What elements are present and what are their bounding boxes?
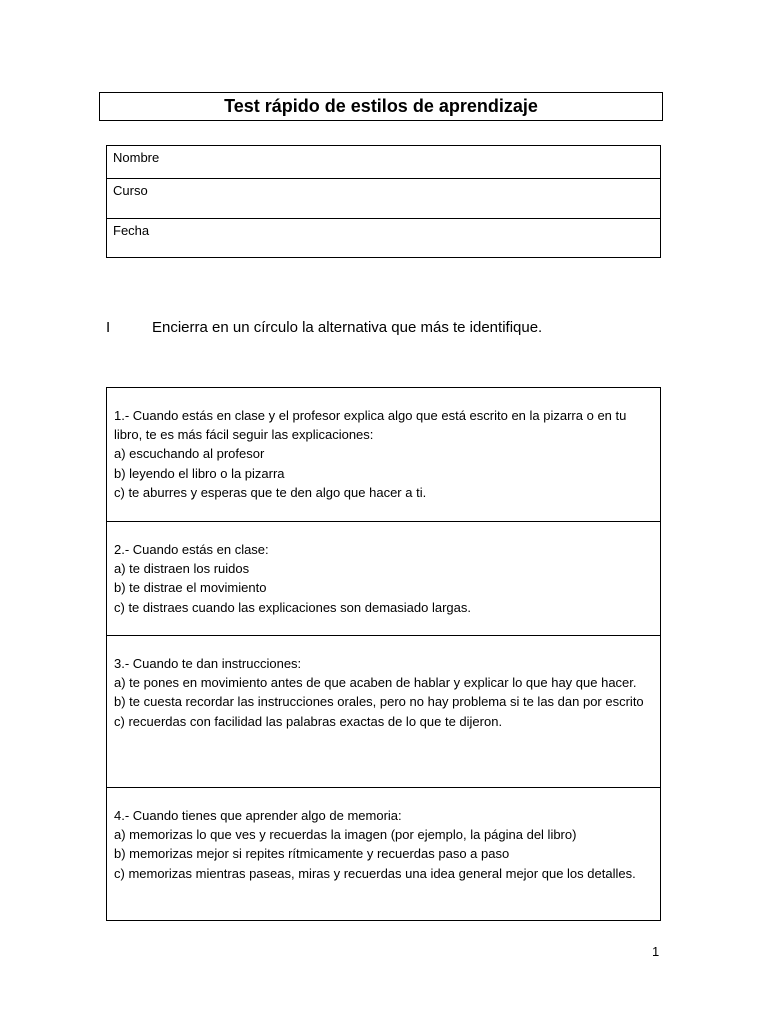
question-option[interactable]: a) te pones en movimiento antes de que acaben de hablar y explicar lo que hay que hacer. xyxy=(114,675,637,691)
question-option[interactable]: b) te distrae el movimiento xyxy=(114,580,267,596)
section-instruction xyxy=(106,319,666,336)
question-4 xyxy=(107,788,660,920)
questions-table xyxy=(106,387,661,921)
question-option[interactable]: b) memorizas mejor si repites rítmicamente y recuerdas paso a paso xyxy=(114,846,510,862)
question-prompt: 3.- Cuando te dan instrucciones: xyxy=(114,656,302,671)
question-prompt: 1.- Cuando estás en clase y el profesor explica algo que está escrito en la pizarra o en tu libro, te es más fácil seguir las explicaciones: xyxy=(114,408,627,443)
student-info-table xyxy=(106,145,661,258)
question-option[interactable]: a) te distraen los ruidos xyxy=(114,561,250,577)
question-1 xyxy=(107,388,660,522)
instruction-text: Encierra en un círculo la alternativa que más te identifique. xyxy=(152,319,543,336)
question-option[interactable]: c) te distraes cuando las explicaciones son demasiado largas. xyxy=(114,599,471,615)
section-number: I xyxy=(106,319,111,336)
course-field[interactable]: Curso xyxy=(107,179,660,219)
question-option[interactable]: c) recuerdas con facilidad las palabras exactas de lo que te dijeron. xyxy=(114,713,503,729)
question-option[interactable]: c) te aburres y esperas que te den algo que hacer a ti. xyxy=(114,484,427,500)
question-option[interactable]: a) escuchando al profesor xyxy=(114,446,265,462)
document-title: Test rápido de estilos de aprendizaje xyxy=(99,92,663,121)
date-field[interactable]: Fecha xyxy=(113,223,150,238)
question-2 xyxy=(107,522,660,636)
question-prompt: 4.- Cuando tienes que aprender algo de memoria: xyxy=(114,808,402,823)
question-option[interactable]: c) memorizas mientras paseas, miras y recuerdas una idea general mejor que los detalles. xyxy=(114,865,636,881)
question-3 xyxy=(107,636,660,788)
question-option[interactable]: a) memorizas lo que ves y recuerdas la imagen (por ejemplo, la página del libro) xyxy=(114,827,577,843)
question-prompt: 2.- Cuando estás en clase: xyxy=(114,542,269,557)
question-option[interactable]: b) leyendo el libro o la pizarra xyxy=(114,465,285,481)
question-option[interactable]: b) te cuesta recordar las instrucciones orales, pero no hay problema si te las dan por escrito xyxy=(114,694,644,710)
page-number: 1 xyxy=(652,944,660,959)
name-field[interactable]: Nombre xyxy=(107,146,660,179)
